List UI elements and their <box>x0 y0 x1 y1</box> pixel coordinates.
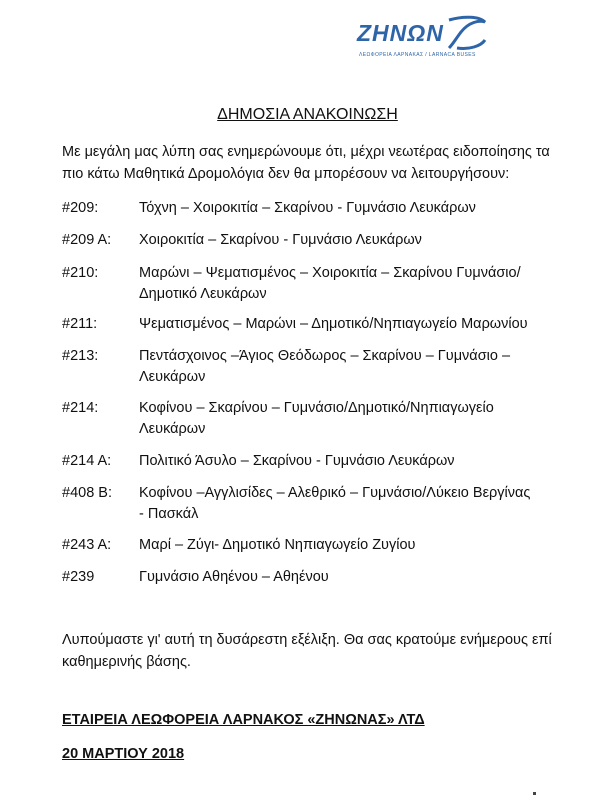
route-description: Πεντάσχοινος –Άγιος Θεόδωρος – Σκαρίνου – Γυμνάσιο – Λευκάρων <box>139 348 511 385</box>
route-description: Μαρί – Ζύγι- Δημοτικό Νηπιαγωγείο Ζυγίου <box>139 537 416 553</box>
announcement-date: 20 ΜΑΡΤΙΟΥ 2018 <box>62 746 185 762</box>
route-code: #239 <box>62 569 95 585</box>
logo-subtitle: ΛΕΩΦΟΡΕΙΑ ΛΑΡΝΑΚΑΣ / LARNACA BUSES <box>359 52 476 58</box>
route-description: Μαρώνι – Ψεματισμένος – Χοιροκιτία – Σκαρίνου Γυμνάσιο/Δημοτικό Λευκάρων <box>139 265 521 302</box>
scan-mark <box>533 792 536 795</box>
route-description: Γυμνάσιο Αθηένου – Αθηένου <box>139 569 329 585</box>
route-description: Κοφίνου – Σκαρίνου – Γυμνάσιο/Δημοτικό/Νηπιαγωγείο Λευκάρων <box>139 400 494 437</box>
page-title: ΔΗΜΟΣΙΑ ΑΝΑΚΟΙΝΩΣΗ <box>217 106 398 123</box>
route-description: Κοφίνου –Αγγλισίδες – Αλεθρικό – Γυμνάσιο/Λύκειο Βεργίνας - Πασκάλ <box>139 485 531 522</box>
route-description: Τόχνη – Χοιροκιτία – Σκαρίνου - Γυμνάσιο Λευκάρων <box>139 200 476 216</box>
route-description: Ψεματισμένος – Μαρώνι – Δημοτικό/Νηπιαγωγείο Μαρωνίου <box>139 316 528 332</box>
route-code: #211: <box>62 316 98 332</box>
route-code: #243 Α: <box>62 537 112 553</box>
closing-paragraph: Λυπούμαστε γι' αυτή τη δυσάρεστη εξέλιξη. Θα σας κρατούμε ενήμερους επί καθημερινής βάσης. <box>62 632 552 670</box>
logo-swoosh-icon <box>445 14 489 54</box>
route-description: Πολιτικό Άσυλο – Σκαρίνου - Γυμνάσιο Λευκάρων <box>139 453 455 469</box>
intro-paragraph: Με μεγάλη μας λύπη σας ενημερώνουμε ότι, μέχρι νεωτέρας ειδοποίησης τα πιο κάτω Μαθητικά Δρομολόγια δεν θα μπορέσουν να λειτουργήσουν: <box>62 144 550 182</box>
route-code: #209: <box>62 200 99 216</box>
route-code: #408 Β: <box>62 485 112 501</box>
route-description: Χοιροκιτία – Σκαρίνου - Γυμνάσιο Λευκάρων <box>139 232 422 248</box>
logo-wordmark: ΖΗΝΩΝ <box>357 20 444 46</box>
route-code: #209 Α: <box>62 232 112 248</box>
company-name: ΕΤΑΙΡΕΙΑ ΛΕΩΦΟΡΕΙΑ ΛΑΡΝΑΚΟΣ «ΖΗΝΩΝΑΣ» ΛΤΔ <box>62 712 425 728</box>
route-code: #213: <box>62 348 99 364</box>
route-code: #214 Α: <box>62 453 112 469</box>
route-code: #214: <box>62 400 99 416</box>
route-code: #210: <box>62 265 99 281</box>
company-logo <box>357 12 489 64</box>
